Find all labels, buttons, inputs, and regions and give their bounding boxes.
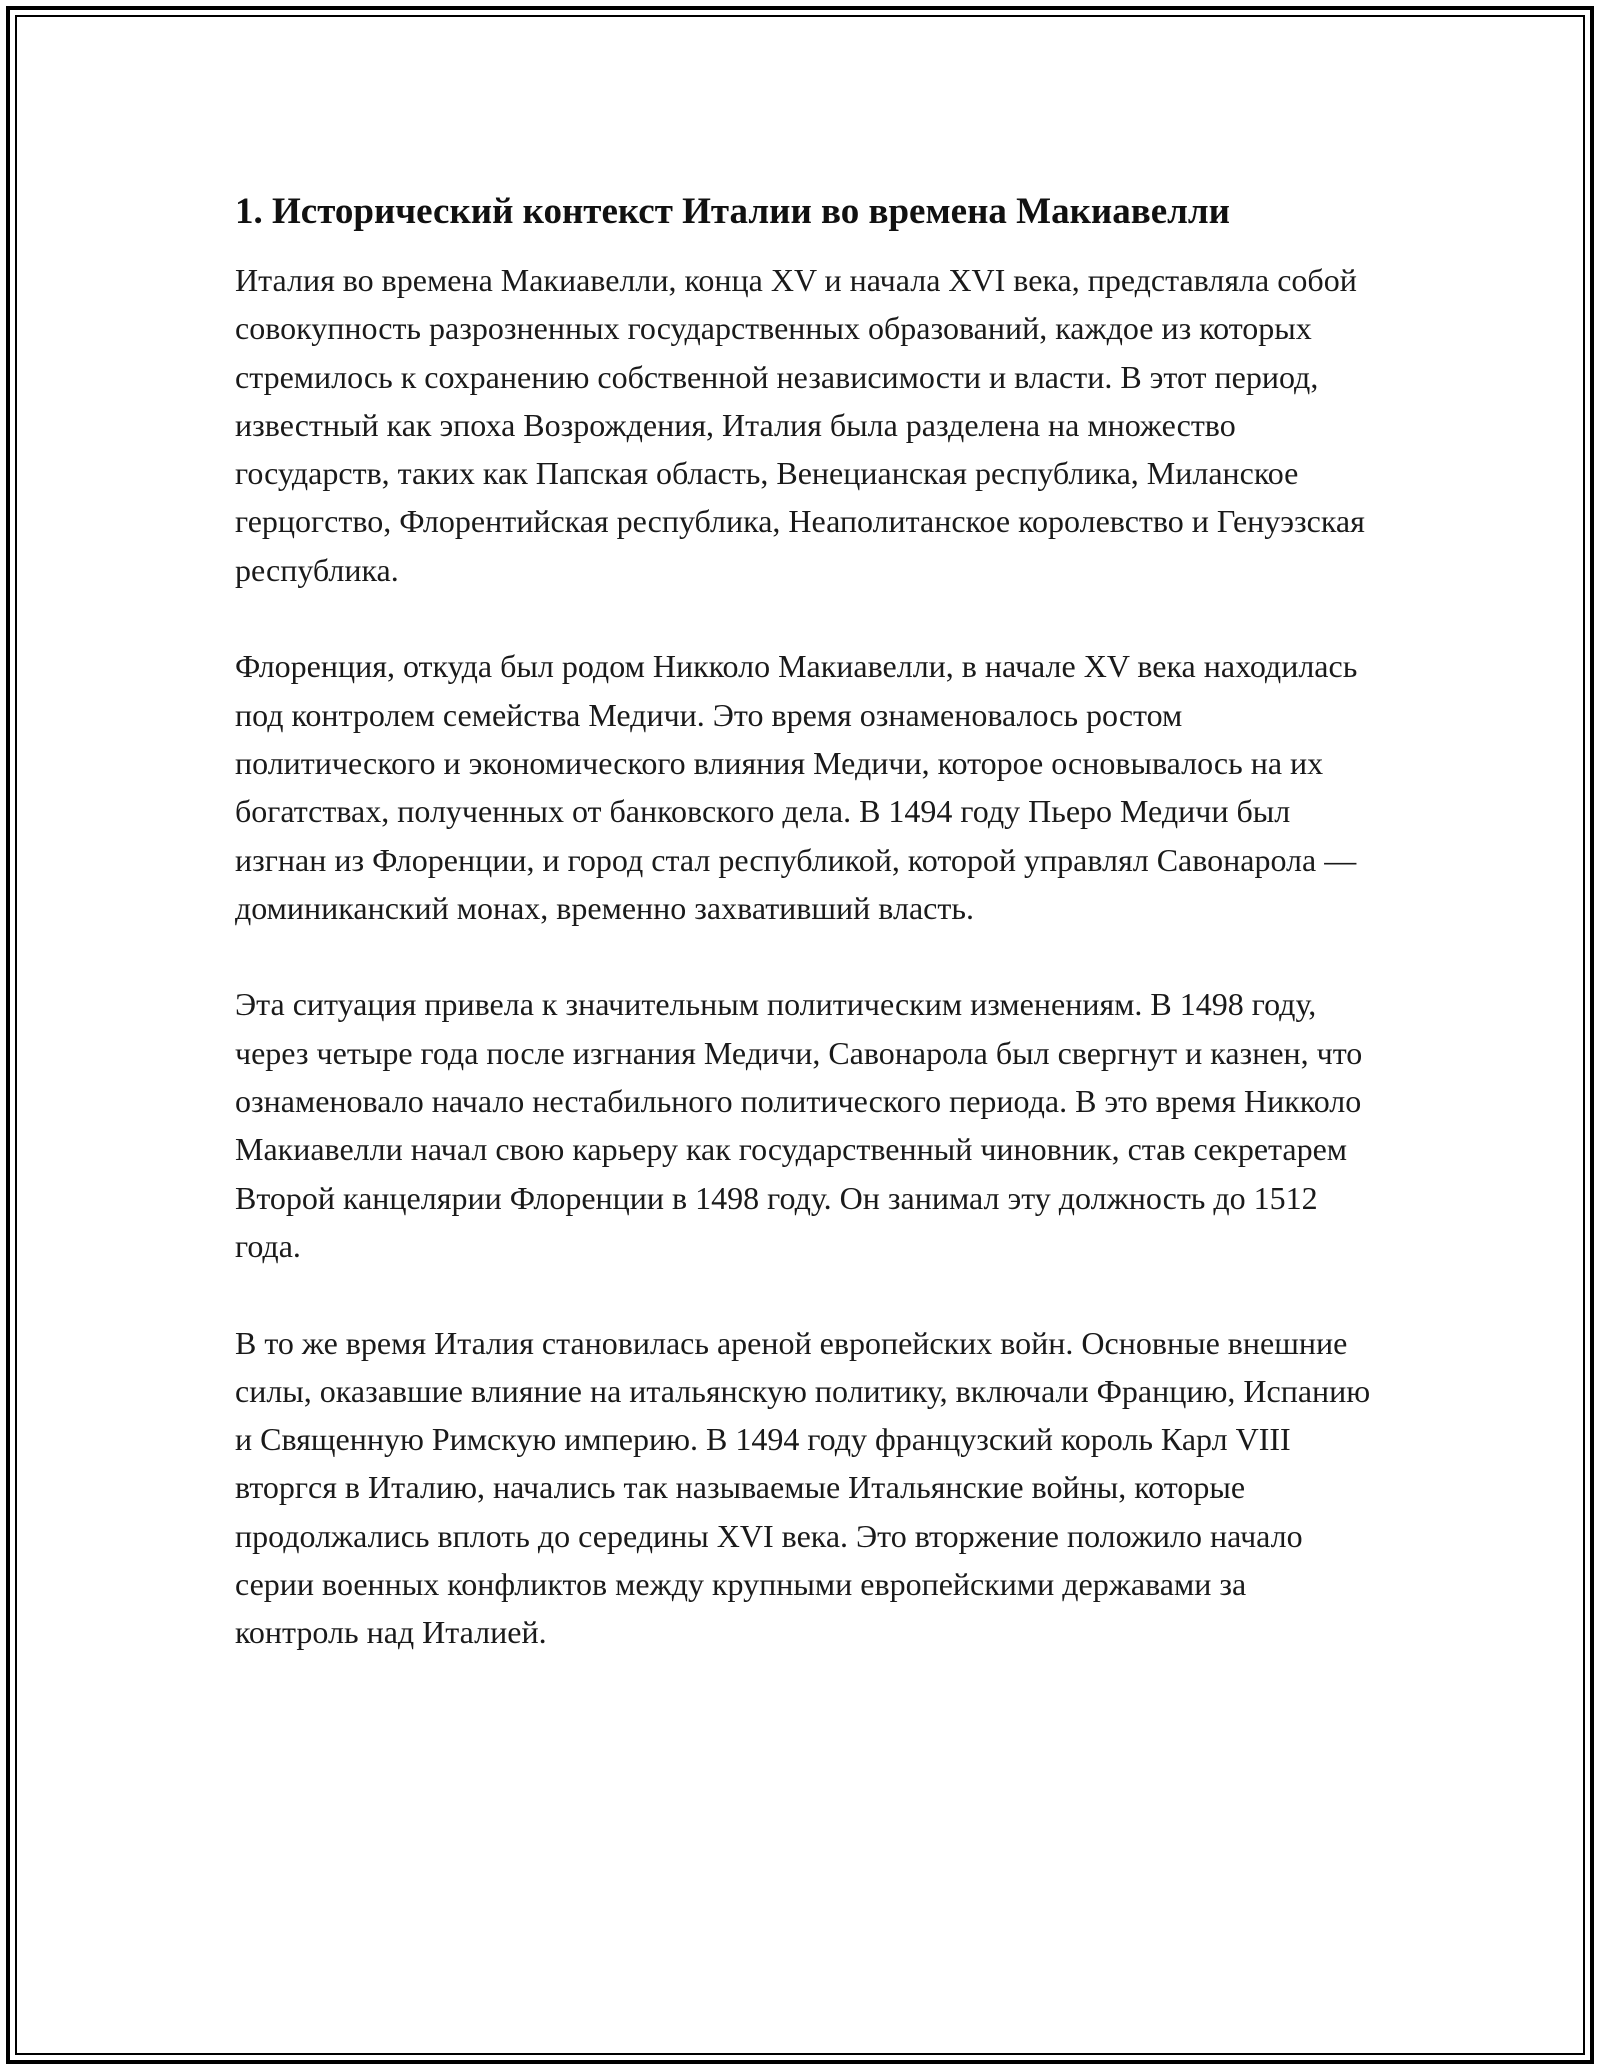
paragraph-4: В то же время Италия становилась ареной европейских войн. Основные внешние силы, оказавшие влияние на итальянскую политику, включали Францию, Испанию и Священную Римскую империю. В 1494 году французский король Карл VIII вторгся в Италию, начались так называемые Итальянские войны, которые продолжались вплоть до середины XVI века. Это вторжение положило начало серии военных конфликтов между крупными европейскими державами за контроль над Италией. <box>235 1324 1371 1651</box>
paragraph-3: Эта ситуация привела к значительным политическим изменениям. В 1498 году, через четыре года после изгнания Медичи, Савонарола был свергнут и казнен, что ознаменовало начало нестабильного политического периода. В это время Никколо Макиавелли начал свою карьеру как государственный чиновник, став секретарем Второй канцелярии Флоренции в 1498 году. Он занимал эту должность до 1512 года. <box>235 986 1363 1264</box>
section-heading: 1. Исторический контекст Италии во времена Макиавелли <box>235 191 1230 232</box>
document-body <box>235 186 1375 1705</box>
paragraph-1: Италия во времена Макиавелли, конца XV и начала XVI века, представляла собой совокупность разрозненных государственных образований, каждое из которых стремилось к сохранению собственной независимости и власти. В этот период, известный как эпоха Возрождения, Италия была разделена на множество государств, таких как Папская область, Венецианская республика, Миланское герцогство, Флорентийская республика, Неаполитанское королевство и Генуэзская республика. <box>235 262 1365 588</box>
paragraph-2: Флоренция, откуда был родом Никколо Макиавелли, в начале XV века находилась под контролем семейства Медичи. Это время ознаменовалось ростом политического и экономического влияния Медичи, которое основывалось на их богатствах, полученных от банковского дела. В 1494 году Пьеро Медичи был изгнан из Флоренции, и город стал республикой, которой управлял Савонарола — доминиканский монах, временно захвативший власть. <box>235 648 1358 926</box>
